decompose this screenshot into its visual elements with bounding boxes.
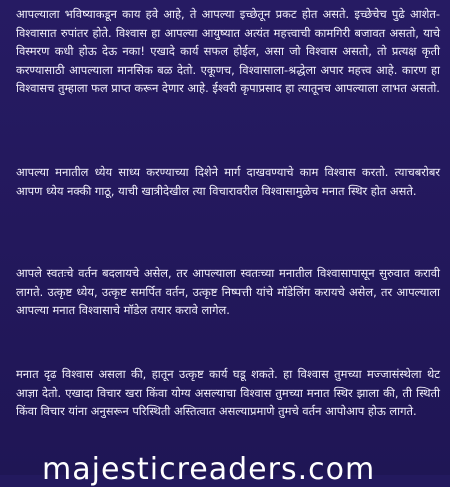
paragraph-4 [16, 365, 440, 421]
watermark-text: majesticreaders.com [42, 452, 376, 487]
paragraph-1 [16, 5, 440, 98]
paragraph-2 [16, 163, 440, 200]
paragraph-1-text: आपल्याला भविष्याकडून काय हवे आहे, ते आपल्या इच्छेतून प्रकट होत असते. इच्छेचेच पुढे आशेत-विश्वासात रुपांतर होते. विश्वास हा आपल्या आयुष्यात अत्यंत महत्त्वाची कामगिरी बजावत असतो, याचे विस्मरण कधी होऊ देऊ नका! एखादे कार्य सफल होईल, असा जो विश्वास असतो, तो प्रत्यक्ष कृती करण्यासाठी आपल्याला मानसिक बळ देतो. एकूणच, विश्वासाला-श्रद्धेला अपार महत्त्व आहे. कारण हा विश्वासच तुम्हाला फल प्राप्त करून देणार आहे. ईश्वरी कृपाप्रसाद हा त्यातूनच आपल्याला लाभत असतो. [16, 7, 440, 96]
paragraph-2-text: आपल्या मनातील ध्येय साध्य करण्याच्या दिशेने मार्ग दाखवण्याचे काम विश्वास करतो. त्याचबरोबर आपण ध्येय नक्की गाठू, याची खात्रीदेखील त्या विचारावरील विश्वासामुळेच मनात स्थिर होत असते. [16, 165, 440, 198]
paragraph-3 [16, 264, 440, 320]
paragraph-4-text: मनात दृढ विश्वास असला की, हातून उत्कृष्ट कार्य घडू शकते. हा विश्वास तुमच्या मज्जासंस्थेला थेट आज्ञा देतो. एखादा विचार खरा किंवा योग्य असल्याचा विश्वास तुमच्या मनात स्थिर झाला की, ती स्थिती किंवा विचार यांना अनुसरून परिस्थिती अस्तित्वात असल्याप्रमाणे तुमचे वर्तन आपोआप होऊ लागते. [16, 367, 440, 419]
paragraph-3-text: आपले स्वतःचे वर्तन बदलायचे असेल, तर आपल्याला स्वतःच्या मनातील विश्वासापासून सुरुवात करावी लागते. उत्कृष्ट ध्येय, उत्कृष्ट समर्पित वर्तन, उत्कृष्ट निष्पत्ती यांचे मॉडेलिंग करायचे असेल, तर आपल्याला आपल्या मनात विश्वासाचे मॉडेल तयार करावे लागेल. [16, 266, 440, 318]
